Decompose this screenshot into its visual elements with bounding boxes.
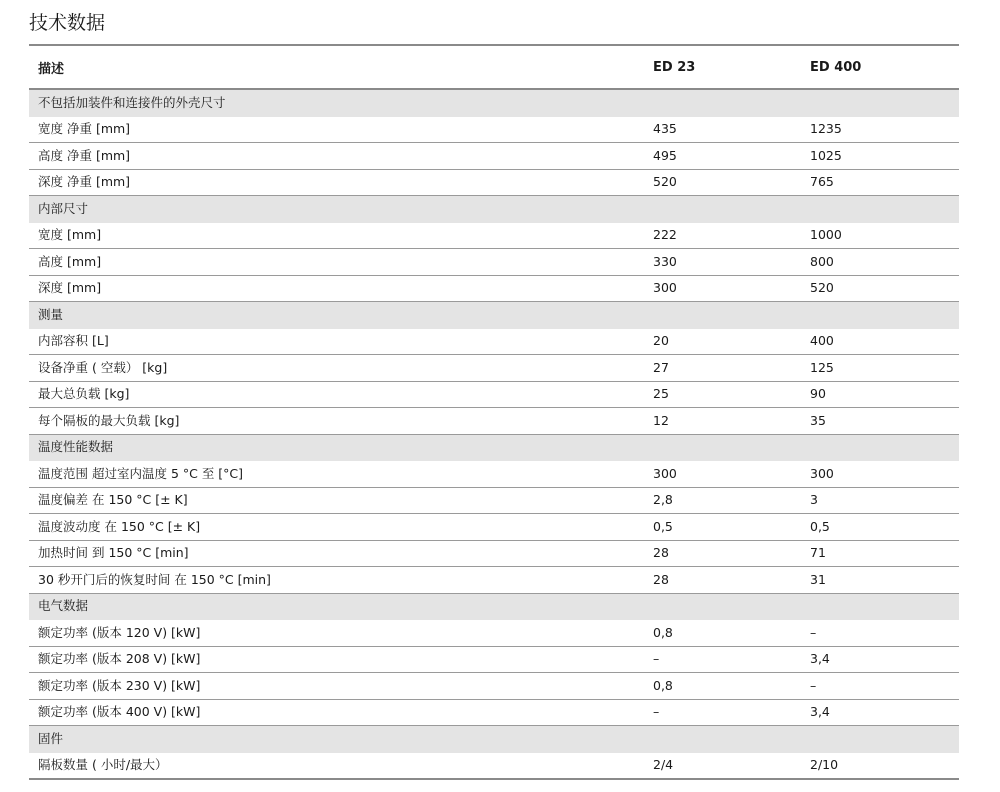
section-row-measurements	[29, 302, 959, 329]
value-ed23: 300	[644, 461, 801, 488]
value-ed23: 20	[644, 328, 801, 355]
row-label: 深度 净重 [mm]	[29, 169, 644, 196]
table-row	[29, 699, 959, 726]
table-row	[29, 355, 959, 382]
table-row	[29, 752, 959, 779]
value-ed400: 300	[801, 461, 959, 488]
row-label: 宽度 净重 [mm]	[29, 116, 644, 143]
row-label: 每个隔板的最大负载 [kg]	[29, 408, 644, 435]
table-row	[29, 143, 959, 170]
value-ed400: 765	[801, 169, 959, 196]
section-row-electrical-data	[29, 593, 959, 620]
value-ed23: 435	[644, 116, 801, 143]
value-ed23: –	[644, 646, 801, 673]
table-row	[29, 487, 959, 514]
value-ed23: 0,8	[644, 673, 801, 700]
value-ed23: 12	[644, 408, 801, 435]
section-title: 固件	[29, 726, 959, 753]
table-row	[29, 275, 959, 302]
value-ed400: 400	[801, 328, 959, 355]
section-row-housing-dimensions	[29, 89, 959, 116]
row-label: 温度偏差 在 150 °C [± K]	[29, 487, 644, 514]
row-label: 最大总负载 [kg]	[29, 381, 644, 408]
row-label: 高度 [mm]	[29, 249, 644, 276]
table-row	[29, 461, 959, 488]
table-row	[29, 222, 959, 249]
value-ed400: 71	[801, 540, 959, 567]
value-ed23: 2/4	[644, 752, 801, 779]
row-label: 额定功率 (版本 230 V) [kW]	[29, 673, 644, 700]
value-ed400: 31	[801, 567, 959, 594]
value-ed400: 0,5	[801, 514, 959, 541]
section-row-internal-dimensions	[29, 196, 959, 223]
value-ed400: 520	[801, 275, 959, 302]
value-ed400: 1000	[801, 222, 959, 249]
table-row	[29, 646, 959, 673]
value-ed23: 2,8	[644, 487, 801, 514]
table-row	[29, 673, 959, 700]
value-ed400: 2/10	[801, 752, 959, 779]
table-header-row	[29, 45, 959, 89]
value-ed23: 330	[644, 249, 801, 276]
row-label: 额定功率 (版本 120 V) [kW]	[29, 620, 644, 647]
value-ed23: 495	[644, 143, 801, 170]
value-ed23: 300	[644, 275, 801, 302]
value-ed23: 0,5	[644, 514, 801, 541]
row-label: 额定功率 (版本 400 V) [kW]	[29, 699, 644, 726]
section-title: 测量	[29, 302, 959, 329]
spec-table	[29, 44, 959, 780]
value-ed400: 125	[801, 355, 959, 382]
row-label: 深度 [mm]	[29, 275, 644, 302]
value-ed400: 800	[801, 249, 959, 276]
row-label: 高度 净重 [mm]	[29, 143, 644, 170]
value-ed400: 35	[801, 408, 959, 435]
page-title: 技术数据	[29, 12, 106, 34]
header-description: 描述	[29, 45, 644, 89]
row-label: 温度波动度 在 150 °C [± K]	[29, 514, 644, 541]
value-ed23: 28	[644, 540, 801, 567]
value-ed23: 0,8	[644, 620, 801, 647]
section-title: 温度性能数据	[29, 434, 959, 461]
table-row	[29, 249, 959, 276]
section-title: 内部尺寸	[29, 196, 959, 223]
row-label: 隔板数量 ( 小时/最大）	[29, 752, 644, 779]
value-ed23: 27	[644, 355, 801, 382]
table-row	[29, 408, 959, 435]
row-label: 设备净重 ( 空载） [kg]	[29, 355, 644, 382]
value-ed400: 90	[801, 381, 959, 408]
value-ed23: 28	[644, 567, 801, 594]
row-label: 30 秒开门后的恢复时间 在 150 °C [min]	[29, 567, 644, 594]
table-row	[29, 328, 959, 355]
section-row-fittings	[29, 726, 959, 753]
value-ed23: 25	[644, 381, 801, 408]
value-ed23: –	[644, 699, 801, 726]
table-row	[29, 540, 959, 567]
header-model-ed400: ED 400	[801, 45, 959, 89]
table-row	[29, 620, 959, 647]
row-label: 加热时间 到 150 °C [min]	[29, 540, 644, 567]
row-label: 宽度 [mm]	[29, 222, 644, 249]
table-row	[29, 514, 959, 541]
section-title: 电气数据	[29, 593, 959, 620]
value-ed23: 520	[644, 169, 801, 196]
section-title: 不包括加装件和连接件的外壳尺寸	[29, 89, 959, 116]
value-ed400: –	[801, 673, 959, 700]
table-row	[29, 381, 959, 408]
value-ed400: 1235	[801, 116, 959, 143]
table-row	[29, 169, 959, 196]
section-row-temperature-performance	[29, 434, 959, 461]
value-ed400: –	[801, 620, 959, 647]
row-label: 温度范围 超过室内温度 5 °C 至 [°C]	[29, 461, 644, 488]
value-ed400: 3,4	[801, 699, 959, 726]
value-ed400: 3,4	[801, 646, 959, 673]
row-label: 额定功率 (版本 208 V) [kW]	[29, 646, 644, 673]
value-ed23: 222	[644, 222, 801, 249]
value-ed400: 1025	[801, 143, 959, 170]
value-ed400: 3	[801, 487, 959, 514]
table-row	[29, 567, 959, 594]
row-label: 内部容积 [L]	[29, 328, 644, 355]
table-row	[29, 116, 959, 143]
header-model-ed23: ED 23	[644, 45, 801, 89]
